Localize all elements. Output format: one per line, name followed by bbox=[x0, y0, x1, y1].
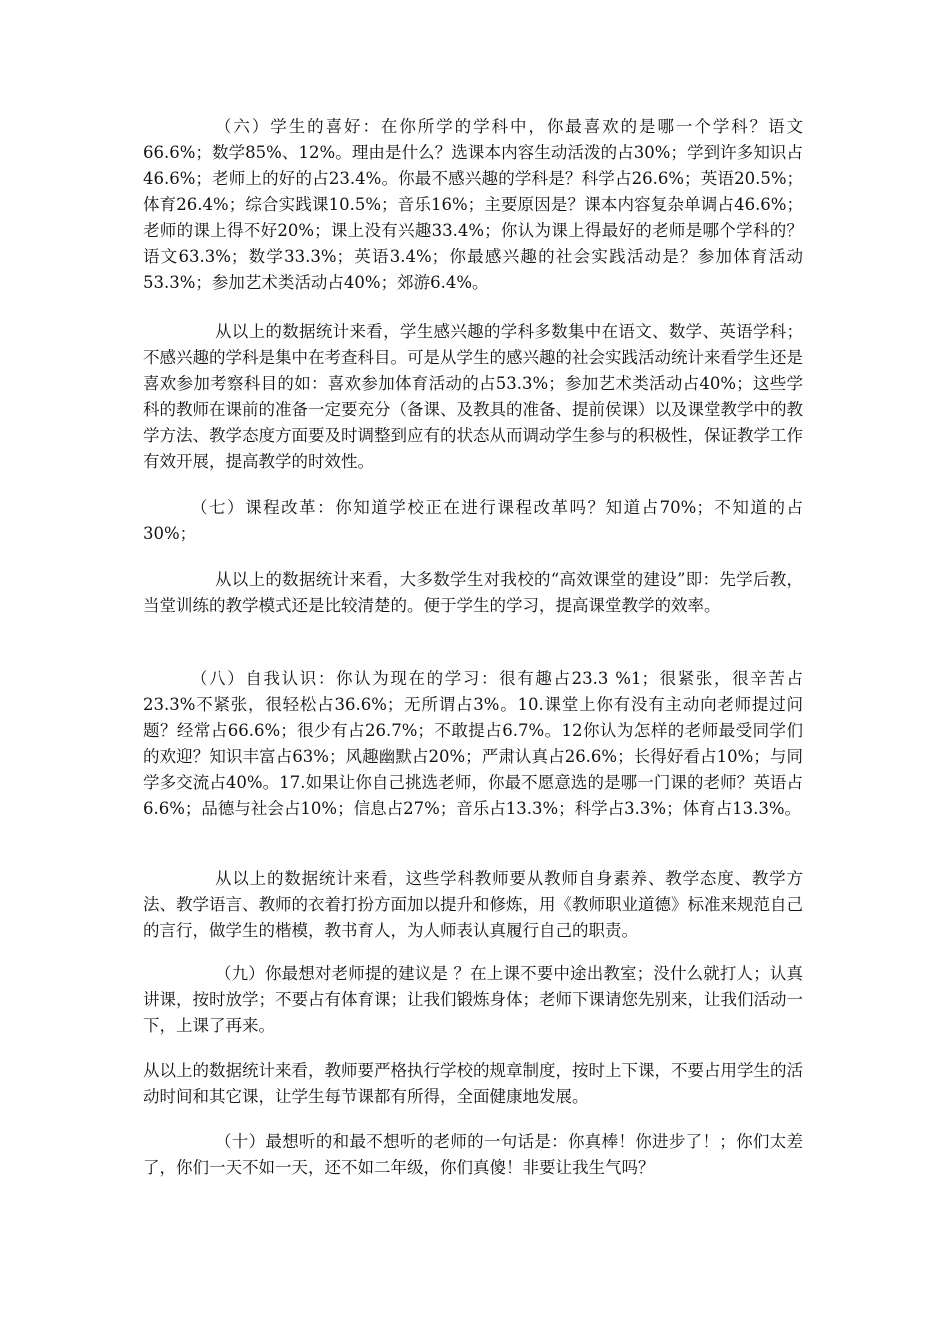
paragraph-section-7: （七）课程改革：你知道学校正在进行课程改革吗？知道占70%；不知道的占30%； bbox=[143, 498, 803, 543]
paragraph-analysis-6: 从以上的数据统计来看，学生感兴趣的学科多数集中在语文、数学、英语学科；不感兴趣的学科是集中在考查科目。可是从学生的感兴趣的社会实践活动统计来看学生还是喜欢参加考察科目的如：喜欢参加体育活动的占53.3%；参加艺术类活动占40%；这些学科的教师在课前的准备一定要充分（备课、及教具的准备、提前侯课）以及课堂教学中的教学方法、教学态度方面要及时调整到应有的状态从而调动学生参与的积极性，保证教学工作有效开展，提高教学的时效性。 bbox=[143, 322, 803, 471]
paragraph-section-9: （九）你最想对老师提的建议是 ？在上课不要中途出教室；没什么就打人；认真讲课，按时放学；不要占有体育课；让我们锻炼身体；老师下课请您先别来，让我们活动一下，上课了再来。 bbox=[143, 964, 803, 1035]
paragraph-analysis-9: 从以上的数据统计来看，教师要严格执行学校的规章制度，按时上下课，不要占用学生的活动时间和其它课，让学生每节课都有所得，全面健康地发展。 bbox=[143, 1061, 803, 1106]
paragraph-analysis-7: 从以上的数据统计来看，大多数学生对我校的“高效课堂的建设”即：先学后教，当堂训练的教学模式还是比较清楚的。便于学生的学习，提高课堂教学的效率。 bbox=[143, 570, 803, 615]
paragraph-section-10: （十）最想听的和最不想听的老师的一句话是：你真棒！你进步了！；你们太差了，你们一天不如一天，还不如二年级，你们真傻！非要让我生气吗？ bbox=[143, 1132, 803, 1177]
paragraph-analysis-8: 从以上的数据统计来看，这些学科教师要从教师自身素养、教学态度、教学方法、教学语言、教师的衣着打扮方面加以提升和修炼，用《教师职业道德》标准来规范自己的言行，做学生的楷模，教书育人，为人师表认真履行自己的职责。 bbox=[143, 869, 803, 940]
paragraph-section-6: （六）学生的喜好：在你所学的学科中，你最喜欢的是哪一个学科？语文66.6%；数学85%、12%。理由是什么？选课本内容生动活泼的占30%；学到许多知识占46.6%；老师上的好的占23.4%。你最不感兴趣的学科是？科学占26.6%；英语20.5%；体育26.4%；综合实践课10.5%；音乐16%；主要原因是？课本内容复杂单调占46.6%；老师的课上得不好20%；课上没有兴趣33.4%；你认为课上得最好的老师是哪个学科的？语文63.3%；数学33.3%；英语3.4%；你最感兴趣的社会实践活动是？参加体育活动53.3%；参加艺术类活动占40%；郊游6.4%。 bbox=[143, 117, 803, 292]
paragraph-section-8: （八）自我认识：你认为现在的学习：很有趣占23.3 %1；很紧张，很辛苦占23.3%不紧张，很轻松占36.6%；无所谓占3%。10.课堂上你有没有主动向老师提过问题？经常占66.6%；很少有占26.7%；不敢提占6.7%。12你认为怎样的老师最受同学们的欢迎？知识丰富占63%；风趣幽默占20%；严肃认真占26.6%；长得好看占10%；与同学多交流占40%。17.如果让你自己挑选老师，你最不愿意选的是哪一门课的老师？英语占6.6%；品德与社会占10%；信息占27%；音乐占13.3%；科学占3.3%；体育占13.3%。 bbox=[143, 669, 803, 818]
